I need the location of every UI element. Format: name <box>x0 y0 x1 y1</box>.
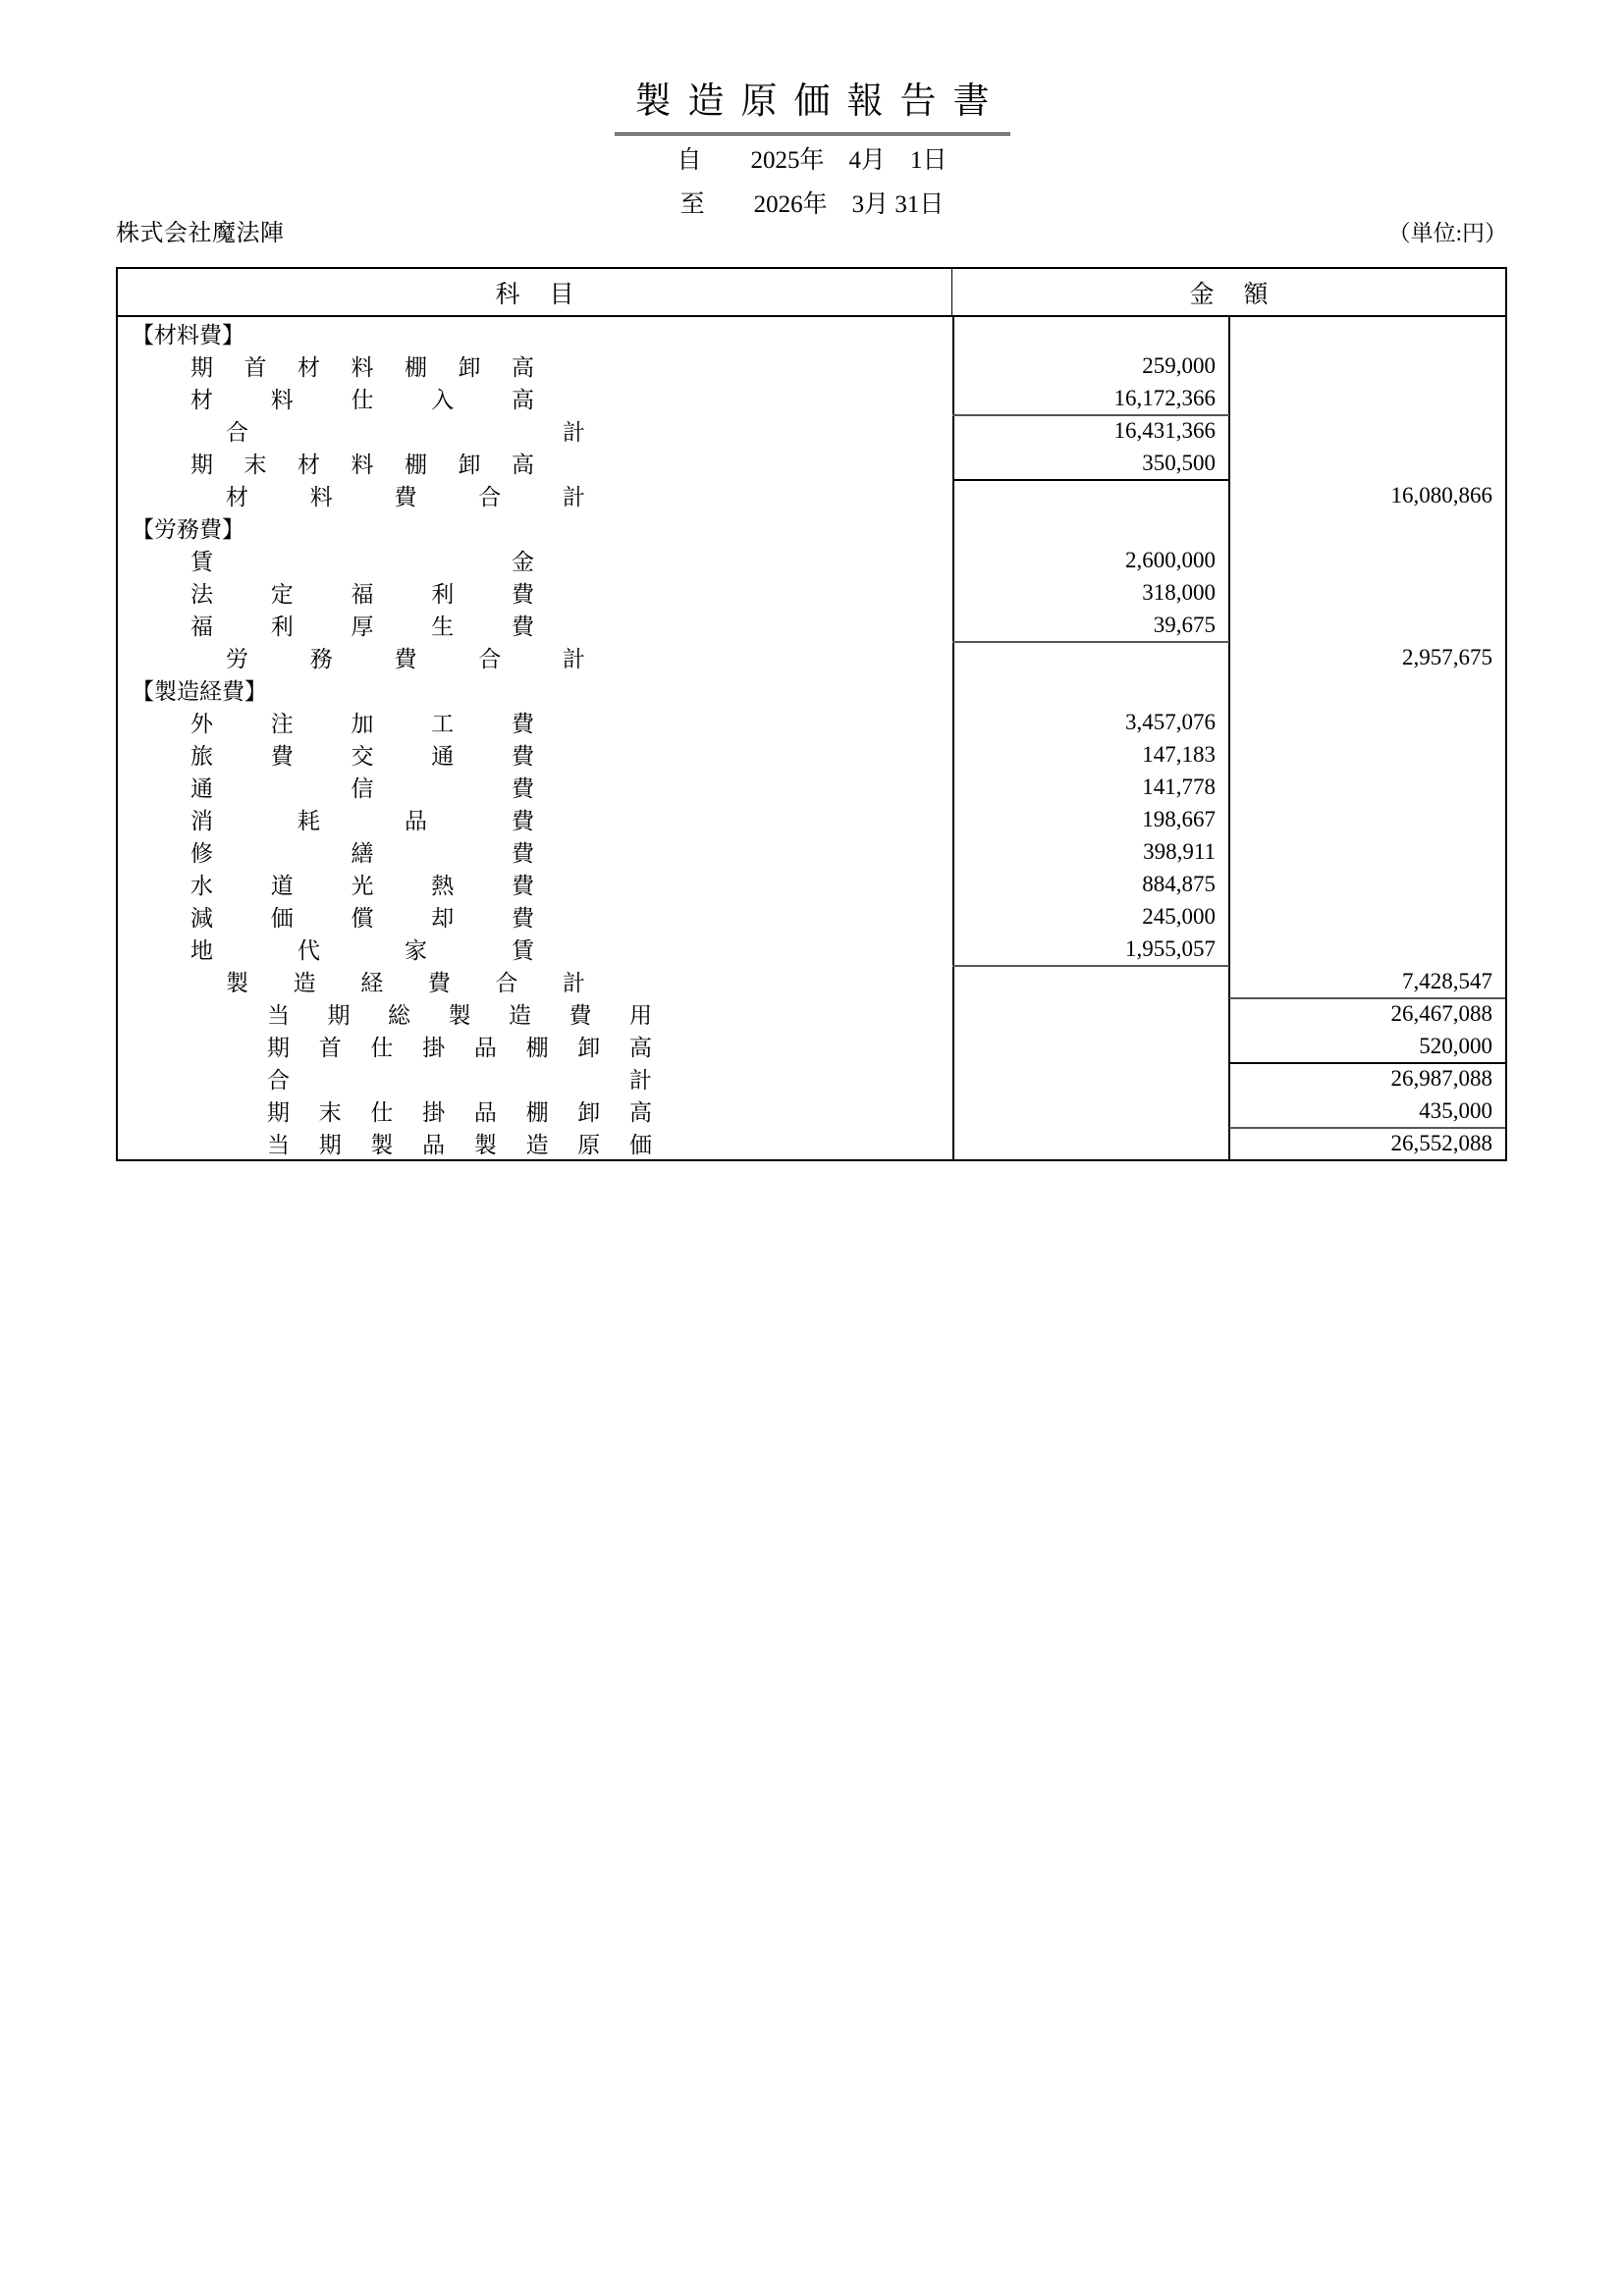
cell-amount-total: 16,080,866 <box>1390 482 1492 507</box>
account-name: 【製造経費】 <box>132 679 267 704</box>
company-name: 株式会社魔法陣 <box>116 221 285 246</box>
cell-account-label <box>118 1127 952 1159</box>
account-name: 期首材料棚卸高 <box>190 355 534 380</box>
cell-amount-total <box>1229 673 1506 706</box>
cell-amount-detail: 318,000 <box>1142 579 1216 605</box>
cell-amount-total <box>1229 447 1506 479</box>
cell-amount-total: 435,000 <box>1419 1097 1492 1123</box>
cell-amount-detail: 147,183 <box>1142 741 1216 767</box>
table-row <box>118 317 1505 349</box>
cell-amount-total <box>1229 609 1506 641</box>
cell-amount-detail <box>952 673 1228 706</box>
table-row <box>118 868 1505 900</box>
document-title: 製造原価報告書 <box>615 80 1010 135</box>
table-row <box>118 414 1505 447</box>
table-row <box>118 706 1505 738</box>
account-name: 合計 <box>226 420 585 445</box>
account-name: 水道光熱費 <box>190 874 534 898</box>
account-name: 期末材料棚卸高 <box>190 453 534 477</box>
account-name: 修繕費 <box>190 841 534 866</box>
account-name: 地代家賃 <box>190 938 534 963</box>
cell-amount-total: 26,467,088 <box>1390 1000 1492 1026</box>
cell-amount-detail <box>952 1127 1228 1159</box>
cell-amount-detail: 259,000 <box>1142 352 1216 378</box>
account-name: 期末仕掛品棚卸高 <box>267 1100 652 1125</box>
cell-account-label <box>118 803 952 835</box>
cell-account-label <box>118 511 952 544</box>
table-row <box>118 479 1505 511</box>
subtotal-rule <box>1229 1062 1506 1064</box>
cell-account-label <box>118 414 952 447</box>
cell-amount-detail: 16,172,366 <box>1113 385 1216 410</box>
cell-account-label <box>118 900 952 933</box>
table-row <box>118 900 1505 933</box>
table-row <box>118 1095 1505 1127</box>
cell-account-label <box>118 706 952 738</box>
cell-amount-detail: 141,778 <box>1142 774 1216 799</box>
cell-amount-detail <box>952 1030 1228 1062</box>
cell-account-label <box>118 997 952 1030</box>
cell-amount-total <box>1229 835 1506 868</box>
cell-amount-detail <box>952 641 1228 673</box>
subtotal-rule <box>1229 1127 1506 1129</box>
cell-amount-total: 26,552,088 <box>1390 1130 1492 1155</box>
table-row <box>118 673 1505 706</box>
account-name: 消耗品費 <box>190 809 534 833</box>
subtotal-rule <box>952 414 1229 416</box>
header-cell-account <box>118 269 952 315</box>
header-label-amount: 金額 <box>1189 281 1298 308</box>
account-name: 材料仕入高 <box>190 388 534 412</box>
cell-amount-total: 7,428,547 <box>1402 968 1492 993</box>
table-row <box>118 1062 1505 1095</box>
table-row <box>118 447 1505 479</box>
cell-account-label <box>118 1030 952 1062</box>
subtotal-rule <box>952 965 1229 967</box>
cell-account-label <box>118 1062 952 1095</box>
cell-amount-total <box>1229 900 1506 933</box>
cell-account-label <box>118 771 952 803</box>
cell-amount-detail: 2,600,000 <box>1125 547 1216 572</box>
table-row <box>118 997 1505 1030</box>
account-name: 旅費交通費 <box>190 744 534 769</box>
table-row <box>118 1030 1505 1062</box>
cell-account-label <box>118 641 952 673</box>
cell-amount-total: 2,957,675 <box>1402 644 1492 669</box>
account-name: 賃金 <box>190 550 534 574</box>
cell-amount-total: 26,987,088 <box>1390 1065 1492 1091</box>
cell-account-label <box>118 447 952 479</box>
cell-amount-total <box>1229 414 1506 447</box>
account-name: 減価償却費 <box>190 906 534 931</box>
cell-amount-detail: 198,667 <box>1142 806 1216 831</box>
cell-amount-total <box>1229 317 1506 349</box>
cell-account-label <box>118 609 952 641</box>
account-name: 合計 <box>267 1068 652 1093</box>
cell-amount-total <box>1229 576 1506 609</box>
cell-amount-total <box>1229 349 1506 382</box>
cell-account-label <box>118 349 952 382</box>
title-block <box>0 80 1624 135</box>
cell-amount-detail: 398,911 <box>1143 838 1216 864</box>
unit-note: （単位:円） <box>1387 221 1507 245</box>
cell-amount-total <box>1229 803 1506 835</box>
account-name: 【労務費】 <box>132 517 244 542</box>
table-row <box>118 1127 1505 1159</box>
subtotal-rule <box>1229 997 1506 999</box>
cell-account-label <box>118 835 952 868</box>
cell-amount-detail: 884,875 <box>1142 871 1216 896</box>
cell-amount-detail: 1,955,057 <box>1125 935 1216 961</box>
table-row <box>118 382 1505 414</box>
cell-account-label <box>118 738 952 771</box>
table-row <box>118 576 1505 609</box>
account-name: 製造経費合計 <box>226 971 585 995</box>
cell-amount-total <box>1229 382 1506 414</box>
cell-account-label <box>118 1095 952 1127</box>
account-name: 【材料費】 <box>132 323 244 347</box>
table-row <box>118 544 1505 576</box>
cell-amount-detail <box>952 997 1228 1030</box>
cell-amount-detail <box>952 1062 1228 1095</box>
cell-amount-detail <box>952 511 1228 544</box>
cell-amount-total <box>1229 738 1506 771</box>
cell-amount-detail: 39,675 <box>1153 612 1216 637</box>
table-body <box>118 317 1505 1159</box>
table-row <box>118 771 1505 803</box>
cell-amount-detail: 3,457,076 <box>1125 709 1216 734</box>
cell-amount-detail <box>952 317 1228 349</box>
header-label-account: 科目 <box>495 281 604 308</box>
account-name: 法定福利費 <box>190 582 534 607</box>
account-name: 福利厚生費 <box>190 614 534 639</box>
cell-account-label <box>118 965 952 997</box>
period-from-line: 自 2025年 4月 1日 <box>677 147 947 174</box>
table-row <box>118 965 1505 997</box>
cell-amount-total <box>1229 933 1506 965</box>
cost-report-table <box>116 267 1507 1161</box>
account-name: 期首仕掛品棚卸高 <box>267 1036 652 1060</box>
cell-amount-total <box>1229 706 1506 738</box>
subtotal-rule <box>952 479 1229 481</box>
table-row <box>118 609 1505 641</box>
table-row <box>118 835 1505 868</box>
account-name: 労務費合計 <box>226 647 585 671</box>
account-name: 当期総製造費用 <box>267 1003 652 1028</box>
cell-amount-detail: 350,500 <box>1142 450 1216 475</box>
cell-amount-total <box>1229 544 1506 576</box>
cell-amount-detail: 245,000 <box>1142 903 1216 929</box>
cell-amount-total <box>1229 868 1506 900</box>
cell-amount-total <box>1229 771 1506 803</box>
cell-amount-total: 520,000 <box>1419 1033 1492 1058</box>
cell-account-label <box>118 673 952 706</box>
table-row <box>118 511 1505 544</box>
cell-amount-total <box>1229 511 1506 544</box>
cell-account-label <box>118 544 952 576</box>
header-cell-amount <box>952 269 1505 315</box>
period-to-line: 至 2026年 3月 31日 <box>679 191 945 218</box>
table-row <box>118 933 1505 965</box>
account-name: 当期製品製造原価 <box>267 1133 652 1157</box>
account-name: 通信費 <box>190 776 534 801</box>
table-row <box>118 641 1505 673</box>
table-row <box>118 738 1505 771</box>
account-name: 材料費合計 <box>226 485 585 509</box>
cell-amount-detail <box>952 965 1228 997</box>
account-name: 外注加工費 <box>190 712 534 736</box>
cell-amount-detail <box>952 1095 1228 1127</box>
subtotal-rule <box>952 641 1229 643</box>
cell-account-label <box>118 479 952 511</box>
table-row <box>118 349 1505 382</box>
table-header-row <box>118 269 1505 317</box>
cell-amount-detail <box>952 479 1228 511</box>
cell-account-label <box>118 868 952 900</box>
table-row <box>118 803 1505 835</box>
cell-account-label <box>118 933 952 965</box>
cell-account-label <box>118 576 952 609</box>
cell-amount-detail: 16,431,366 <box>1113 417 1216 443</box>
cell-account-label <box>118 382 952 414</box>
cell-account-label <box>118 317 952 349</box>
